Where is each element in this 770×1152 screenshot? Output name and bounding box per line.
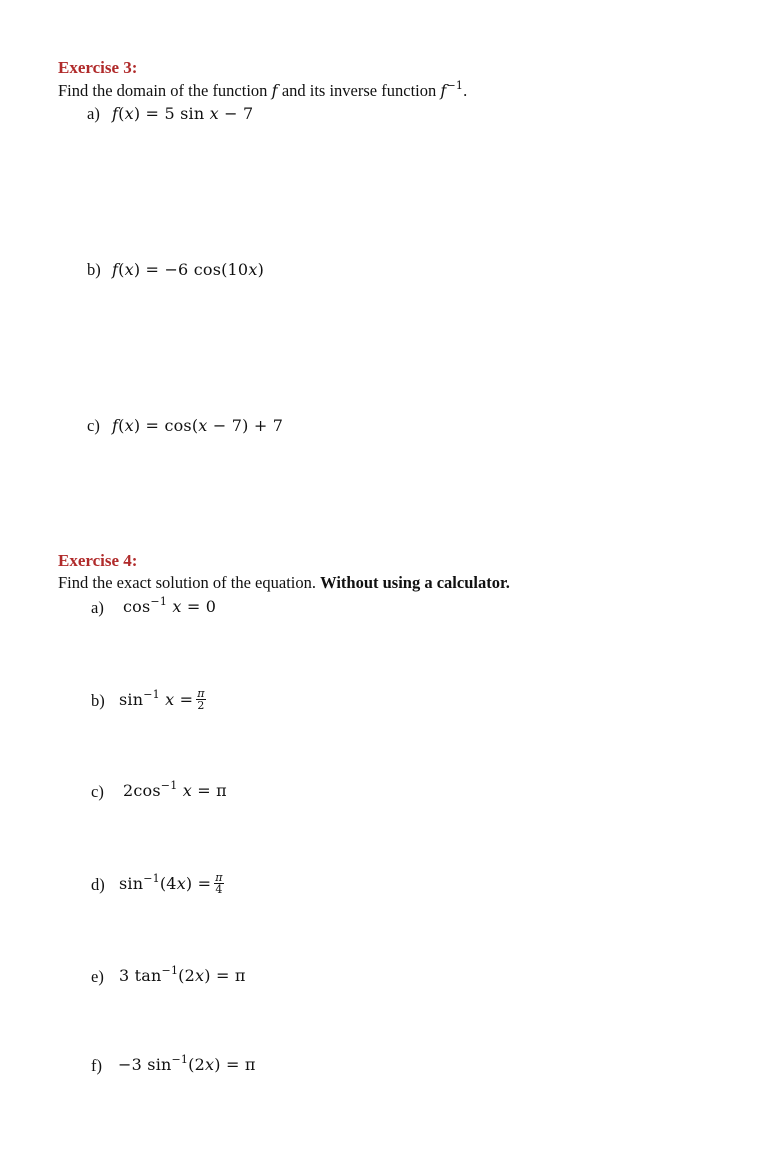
instruction-text: Find the exact solution of the equation. (58, 573, 321, 592)
item-label: c) (87, 416, 100, 435)
instruction-text: Find the domain of the function (58, 81, 272, 100)
item-equation: −3 $\sin^{-1}(2x) = \pi$ (118, 1053, 256, 1074)
item-label: b) (87, 260, 101, 279)
item-equation: 3 $\tan^{-1}(2x) = \pi$ (119, 964, 246, 985)
item-expression: f(x) = cos(x − 7) + 7 (112, 416, 284, 435)
instruction-text: and its inverse function (277, 81, 441, 100)
item-label: e) (91, 967, 104, 986)
item-equation: $\sin^{-1}(4x)$ = $\frac{\pi}{4}$ (119, 871, 223, 896)
item-label: f) (91, 1056, 102, 1075)
exercise-3-heading: Exercise 3: (58, 58, 138, 77)
exercise-3-item-b (87, 260, 264, 280)
expression-rhs: cos(x − 7) + 7 (164, 416, 284, 435)
expression-rhs: 5 sin x − 7 (164, 104, 254, 123)
item-expression: f(x) = −6 cos(10x) (112, 260, 265, 279)
exercise-4-item-d (91, 873, 224, 896)
item-expression: f(x) = 5 sin x − 7 (112, 104, 254, 123)
inverse-exponent: −1 (446, 79, 464, 92)
expression-rhs: −6 cos(10x) (164, 260, 265, 279)
exercise-3-item-c (87, 416, 283, 436)
exercise-4-heading: Exercise 4: (58, 551, 138, 570)
exercise-3-instruction (58, 81, 467, 103)
item-label: a) (87, 104, 100, 123)
instruction-period: . (463, 81, 468, 100)
inverse-function-symbol: f (440, 81, 447, 100)
exercise-4-item-f (91, 1055, 256, 1077)
item-label: b) (91, 690, 105, 710)
fraction: $\frac{\pi}{4}$ (215, 871, 223, 896)
item-equation: $\cos^{-1} x = 0$ (123, 595, 217, 616)
item-equation: $2\cos^{-1}$ x = π (123, 779, 227, 800)
exercise-4-item-b (91, 689, 206, 712)
item-label: d) (91, 874, 105, 894)
exercise-4-instruction (58, 573, 510, 593)
function-symbol: f (271, 81, 278, 100)
exercise-4-item-e (91, 966, 246, 988)
fraction: $\frac{\pi}{2}$ (197, 687, 205, 712)
instruction-emphasis: Without using a calculator. (320, 573, 510, 592)
item-equation: $\sin^{-1} x$ = $\frac{\pi}{2}$ (119, 687, 205, 712)
exercise-4-item-a (91, 597, 216, 619)
item-label: c) (91, 782, 104, 801)
item-label: a) (91, 598, 104, 617)
exercise-4-item-c (91, 781, 227, 803)
exercise-3-item-a (87, 104, 253, 124)
